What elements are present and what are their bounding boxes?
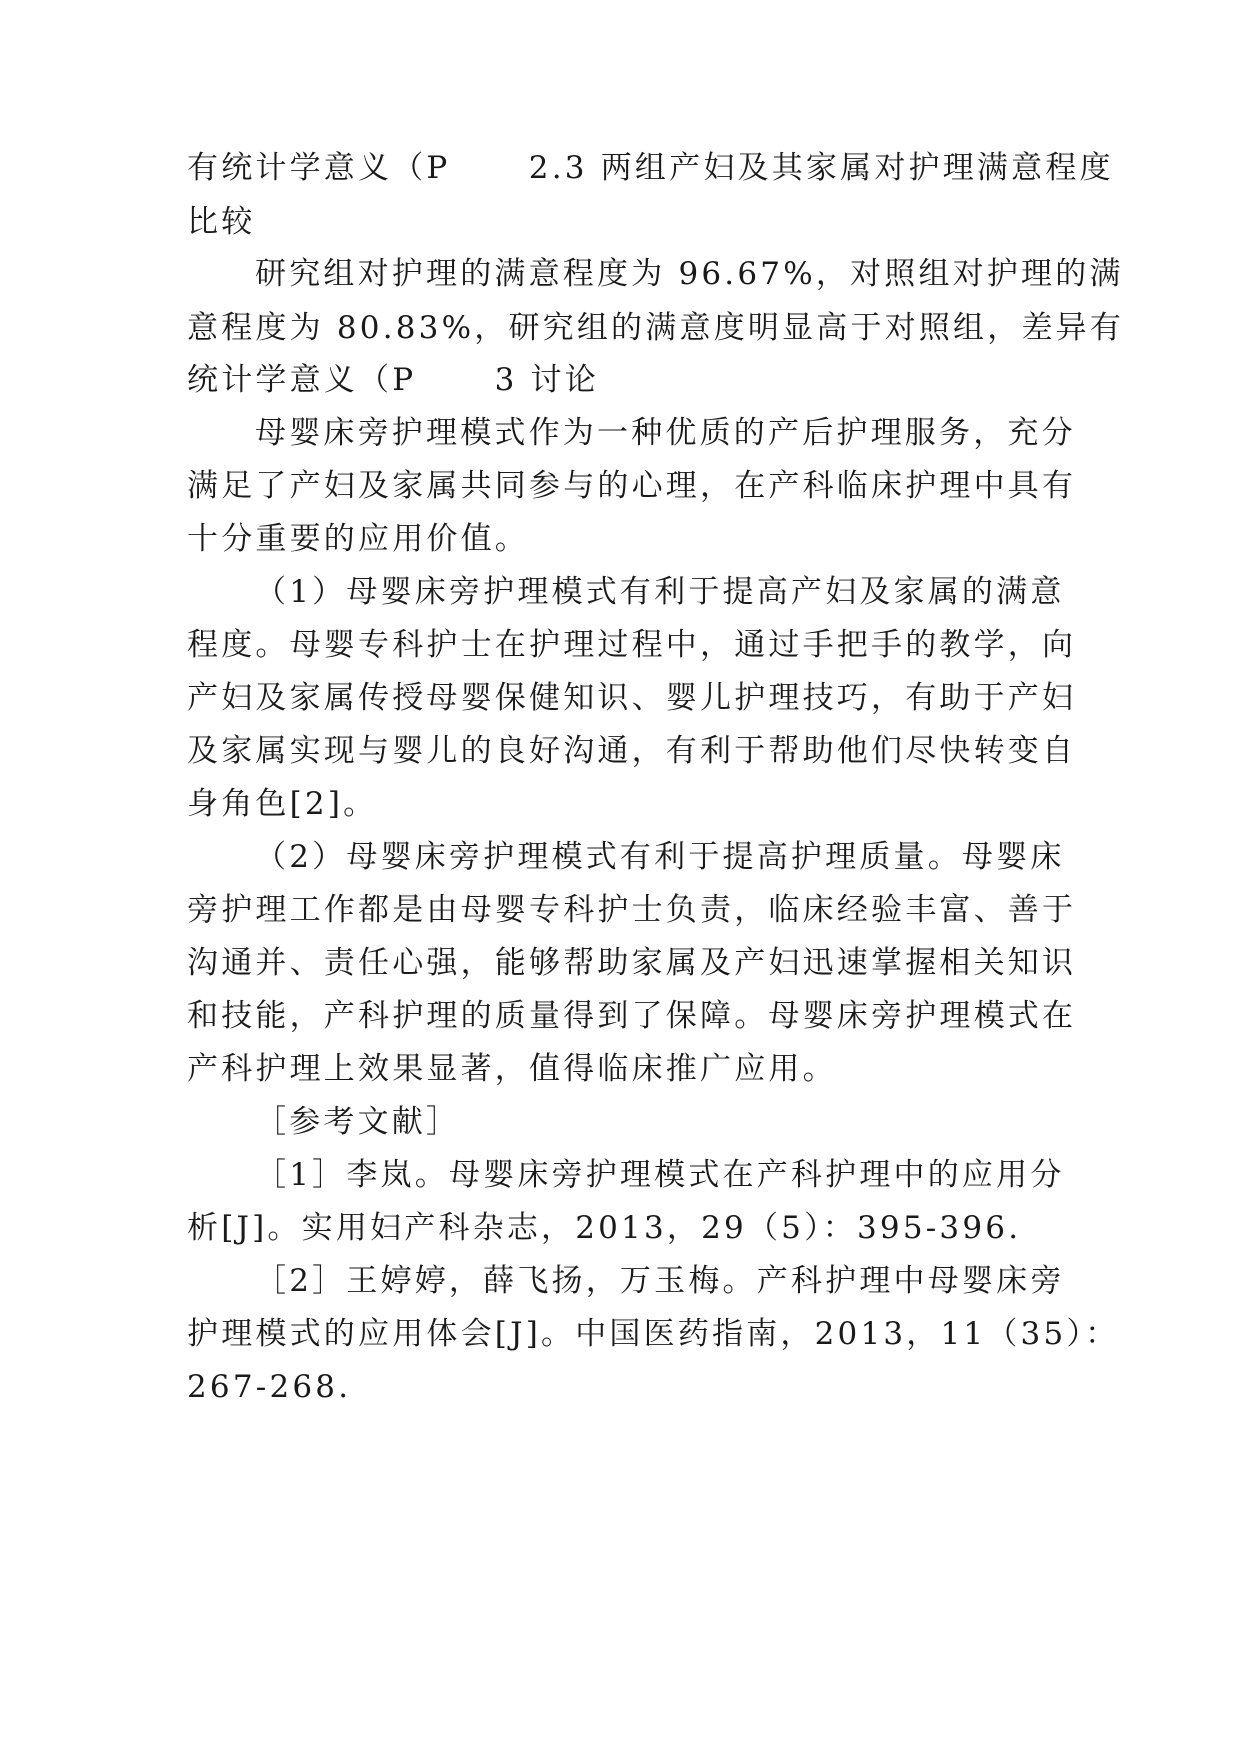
paragraph-line: 程度。母婴专科护士在护理过程中，通过手把手的教学，向 (187, 627, 1077, 663)
reference-line: 护理模式的应用体会[J]。中国医药指南，2013，11（35）： (187, 1316, 1120, 1352)
paragraph-line: 比较 (187, 204, 256, 240)
reference-line: 析[J]。实用妇产科杂志，2013，29（5）：395-396. (187, 1210, 1022, 1246)
paragraph-line: 产妇及家属传授母婴保健知识、婴儿护理技巧，有助于产妇 (187, 680, 1077, 716)
paragraph-line: 旁护理工作都是由母婴专科护士负责，临床经验丰富、善于 (187, 892, 1077, 928)
paragraph-line: （1）母婴床旁护理模式有利于提高产妇及家属的满意 (255, 574, 1065, 610)
paragraph-line: 意程度为 80.83%，研究组的满意度明显高于对照组，差异有 (187, 310, 1125, 346)
paragraph-line: 产科护理上效果显著，值得临床推广应用。 (187, 1051, 837, 1087)
paragraph-line: 十分重要的应用价值。 (187, 521, 529, 557)
paragraph-line: 身角色[2]。 (187, 786, 378, 822)
reference-line: ［2］王婷婷，薛飞扬，万玉梅。产科护理中母婴床旁 (255, 1263, 1065, 1299)
paragraph-line: （2）母婴床旁护理模式有利于提高护理质量。母婴床 (255, 839, 1065, 875)
reference-line: ［1］李岚。母婴床旁护理模式在产科护理中的应用分 (255, 1157, 1065, 1193)
paragraph-line: 统计学意义（P 3 讨论 (187, 362, 599, 398)
paragraph-line: 研究组对护理的满意程度为 96.67%，对照组对护理的满 (255, 256, 1124, 292)
paragraph-line: 有统计学意义（P 2.3 两组产妇及其家属对护理满意程度 (187, 150, 1114, 186)
paragraph-line: 及家属实现与婴儿的良好沟通，有利于帮助他们尽快转变自 (187, 733, 1077, 769)
paragraph-line: 沟通并、责任心强，能够帮助家属及产妇迅速掌握相关知识 (187, 945, 1077, 981)
paragraph-line: 母婴床旁护理模式作为一种优质的产后护理服务，充分 (255, 415, 1076, 451)
reference-line: 267-268. (187, 1369, 352, 1405)
references-heading: ［参考文献］ (255, 1104, 461, 1140)
paragraph-line: 和技能，产科护理的质量得到了保障。母婴床旁护理模式在 (187, 998, 1077, 1034)
paragraph-line: 满足了产妇及家属共同参与的心理，在产科临床护理中具有 (187, 468, 1077, 504)
